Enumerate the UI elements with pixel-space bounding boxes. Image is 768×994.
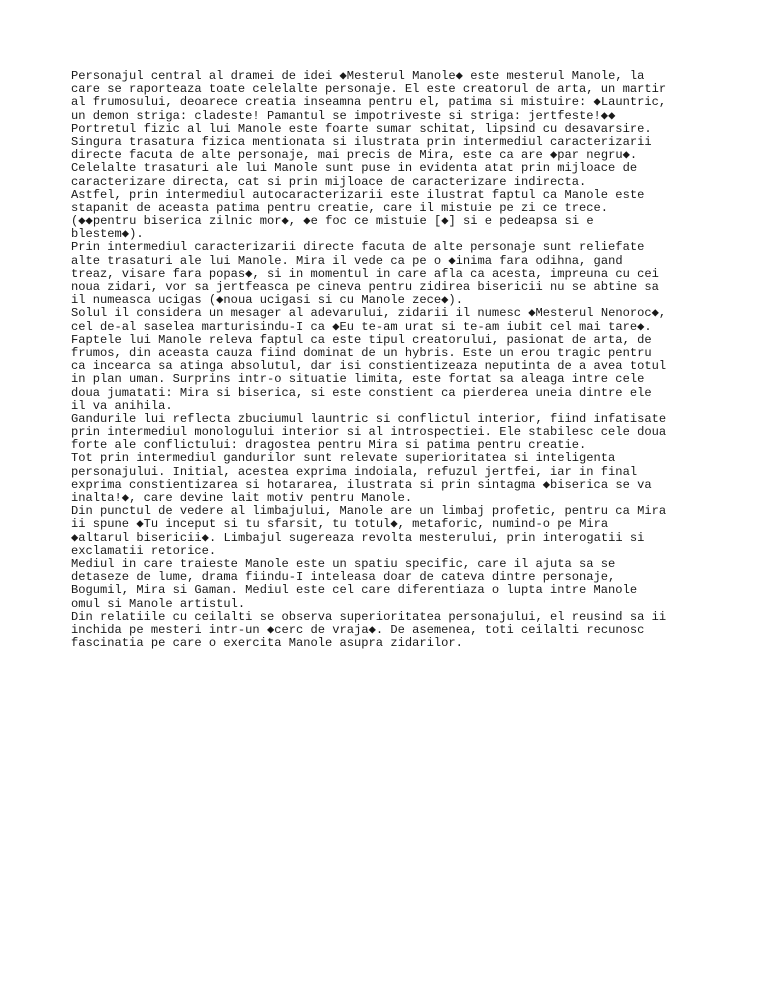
- text-line: omul si Manole artistul.: [71, 596, 246, 611]
- text-line: fascinatia pe care o exercita Manole asupra zidarilor.: [71, 636, 463, 651]
- text-line: Celelalte trasaturi ale lui Manole sunt puse in evidenta atat prin mijloace de: [71, 161, 638, 176]
- document-body: [71, 70, 711, 650]
- text-line: treaz, visare fara popas◆, si in momentul in care afla ca acesta, impreuna cu cei: [71, 266, 659, 281]
- text-line: alte trasaturi ale lui Manole. Mira il vede ca pe o ◆inima fara odihna, gand: [71, 253, 623, 268]
- text-line: detaseze de lume, drama fiindu-I inteleasa doar de cateva dintre personaje,: [71, 570, 616, 585]
- text-line: Astfel, prin intermediul autocaracterizarii este ilustrat faptul ca Manole este: [71, 187, 645, 202]
- text-line: care se raporteaza toate celelalte personaje. El este creatorul de arta, un martir: [71, 82, 667, 97]
- text-line: Personajul central al dramei de idei ◆Mesterul Manole◆ este mesterul Manole, la: [71, 69, 645, 83]
- text-line: Bogumil, Mira si Gaman. Mediul este cel care diferentiaza o lupta intre Manole: [71, 583, 638, 598]
- text-line: forte ale conflictului: dragostea pentru Mira si patima pentru creatie.: [71, 438, 587, 453]
- text-line: al frumosului, deoarece creatia inseamna pentru el, patima si mistuire: ◆Launtric,: [71, 95, 667, 110]
- text-line: inalta!◆, care devine lait motiv pentru Manole.: [71, 491, 413, 505]
- text-line: doua jumatati: Mira si biserica, si este constient ca pierderea uneia dintre ele: [71, 385, 652, 400]
- text-line: Din punctul de vedere al limbajului, Manole are un limbaj profetic, pentru ca Mira: [71, 504, 667, 519]
- text-line: prin intermediul monologului interior si al introspectiei. Ele stabilesc cele doua: [71, 425, 667, 440]
- text-line: noua zidari, vor sa jertfeasca pe cineva pentru zidirea bisericii nu se abtine sa: [71, 280, 659, 294]
- text-line: ◆altarul bisericii◆. Limbajul sugereaza revolta mesterului, prin interogatii si: [71, 530, 645, 545]
- text-line: Mediul in care traieste Manole este un spatiu specific, care il ajuta sa se: [71, 556, 616, 571]
- text-line: ca incearca sa atinga absolutul, dar isi constientizeaza neputinta de a avea totul: [71, 359, 667, 374]
- text-line: ii spune ◆Tu inceput si tu sfarsit, tu totul◆, metaforic, numind-o pe Mira: [71, 517, 609, 532]
- text-line: cel de-al saselea marturisindu-I ca ◆Eu te-am urat si te-am iubit cel mai tare◆.: [71, 319, 652, 334]
- text-line: inchida pe mesteri intr-un ◆cerc de vraja◆. De asemenea, toti ceilalti recunosc: [71, 622, 645, 637]
- text-line: (◆◆pentru biserica zilnic mor◆, ◆e foc ce mistuie [◆] si e pedeapsa si e: [71, 214, 594, 229]
- text-line: Tot prin intermediul gandurilor sunt relevate superioritatea si inteligenta: [71, 451, 616, 466]
- text-line: Din relatiile cu ceilalti se observa superioritatea personajului, el reusind sa ii: [71, 609, 667, 624]
- text-line: personajului. Initial, acestea exprima indoiala, refuzul jertfei, iar in final: [71, 464, 638, 479]
- text-line: exprima constientizarea si hotararea, ilustrata si prin sintagma ◆biserica se va: [71, 477, 652, 492]
- text-line: directe facuta de alte personaje, mai precis de Mira, este ca are ◆par negru◆.: [71, 148, 638, 163]
- text-line: frumos, din aceasta cauza fiind dominat de un hybris. Este un erou tragic pentru: [71, 345, 652, 360]
- text-line: caracterizare directa, cat si prin mijloace de caracterizare indirecta.: [71, 174, 587, 189]
- text-line: in plan uman. Surprins intr-o situatie limita, este fortat sa aleaga intre cele: [71, 372, 645, 387]
- text-line: blestem◆).: [71, 227, 144, 242]
- text-line: Gandurile lui reflecta zbuciumul launtric si conflictul interior, fiind infatisate: [71, 411, 667, 426]
- text-line: Solul il considera un mesager al adevarului, zidarii il numesc ◆Mesterul Nenoroc◆,: [71, 306, 667, 321]
- text-line: Faptele lui Manole releva faptul ca este tipul creatorului, pasionat de arta, de: [71, 332, 652, 347]
- text-line: stapanit de aceasta patima pentru creatie, care il mistuie pe zi ce trece.: [71, 200, 609, 215]
- text-line: un demon striga: cladeste! Pamantul se impotriveste si striga: jertfeste!◆◆: [71, 108, 616, 123]
- text-line: exclamatii retorice.: [71, 543, 217, 558]
- text-line: Portretul fizic al lui Manole este foarte sumar schitat, lipsind cu desavarsire.: [71, 121, 652, 136]
- text-line: Prin intermediul caracterizarii directe facuta de alte personaje sunt reliefate: [71, 240, 645, 255]
- text-line: Singura trasatura fizica mentionata si ilustrata prin intermediul caracterizarii: [71, 134, 652, 149]
- text-line: il va anihila.: [71, 398, 173, 413]
- text-line: il numeasca ucigas (◆noua ucigasi si cu Manole zece◆).: [71, 293, 463, 308]
